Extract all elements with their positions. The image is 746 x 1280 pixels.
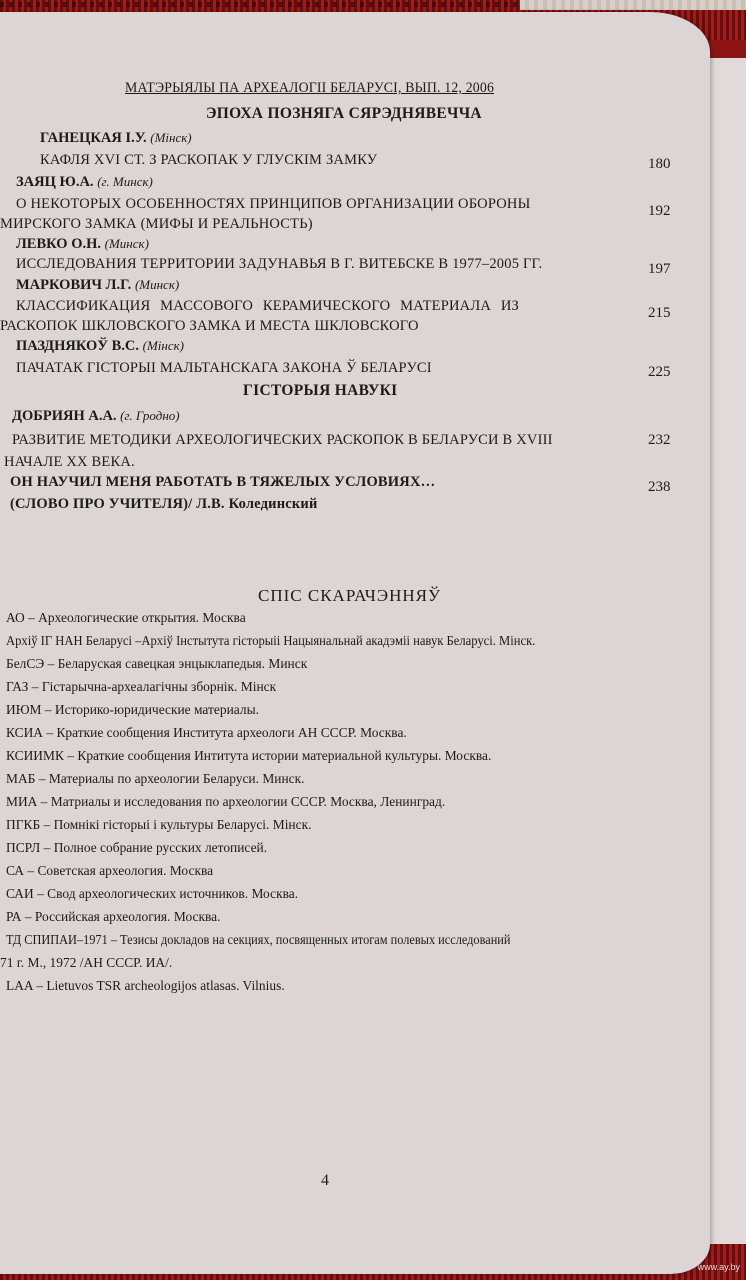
journal-header: МАТЭРЫЯЛЫ ПА АРХЕАЛОГІІ БЕЛАРУСІ, ВЫП. 12, 2006 (125, 80, 495, 96)
author-city: (Мінск) (142, 338, 185, 353)
entry-page[interactable]: 180 (648, 156, 671, 172)
entry-title: РАЗВИТИЕ МЕТОДИКИ АРХЕОЛОГИЧЕСКИХ РАСКОПОК В БЕЛАРУСИ В XVIII (12, 432, 553, 448)
abbreviation-item: ПСРЛ – Полное собрание русских летописей. (6, 841, 268, 856)
entry-author (16, 338, 184, 355)
author-name: МАРКОВИЧ Л.Г. (16, 277, 132, 293)
entry-page[interactable]: 225 (648, 364, 671, 380)
section-title: ГІСТОРЫЯ НАВУКІ (243, 382, 398, 399)
author-city: (г. Минск) (97, 174, 153, 189)
author-city: (Минск) (134, 277, 180, 292)
entry-page[interactable]: 197 (648, 261, 671, 277)
entry-author (12, 408, 180, 425)
entry-title: МИРСКОГО ЗАМКА (МИФЫ И РЕАЛЬНОСТЬ) (0, 216, 313, 232)
abbreviations-title: СПІС СКАРАЧЭННЯЎ (258, 586, 441, 605)
author-name: ДОБРИЯН А.А. (12, 408, 117, 424)
abbreviation-item: 71 г. М., 1972 /АН СССР. ИА/. (0, 956, 173, 971)
abbreviation-item: БелСЭ – Беларуская савецкая энцыклапедыя. Минск (6, 657, 308, 672)
abbreviation-item: МАБ – Материалы по археологии Беларуси. Минск. (6, 772, 305, 787)
abbreviation-item: КСИИМК – Краткие сообщения Интитута истории материальной культуры. Москва. (6, 749, 492, 764)
author-city: (Минск) (104, 236, 149, 251)
abbreviation-item: ТД СПИПАИ–1971 – Тезисы докладов на секциях, посвященных итогам полевых исследований (6, 933, 511, 948)
entry-title: ПАЧАТАК ГІСТОРЫІ МАЛЬТАНСКАГА ЗАКОНА Ў БЕЛАРУСІ (16, 360, 432, 376)
entry-page[interactable]: 192 (648, 203, 671, 219)
abbreviation-item: LAA – Lietuvos TSR archeologijos atlasas. Vilnius. (6, 979, 285, 994)
abbreviation-item: Архіў ІГ НАН Беларусі –Архіў Інстытута гісторыіі Нацыянальнай акадэміі навук Беларусі. Мінск. (6, 634, 536, 649)
author-name: ЛЕВКО О.Н. (16, 236, 102, 252)
entry-author (16, 236, 149, 253)
author-name: ПАЗДНЯКОЎ В.С. (16, 338, 139, 354)
author-city: (г. Гродно) (120, 408, 180, 423)
entry-author (16, 174, 153, 191)
abbreviation-item: СА – Советская археология. Москва (6, 864, 214, 879)
entry-title: О НЕКОТОРЫХ ОСОБЕННОСТЯХ ПРИНЦИПОВ ОРГАНИЗАЦИИ ОБОРОНЫ (16, 196, 531, 212)
entry-page[interactable]: 238 (648, 479, 671, 495)
entry-author (16, 277, 179, 294)
abbreviation-item: САИ – Свод археологических источников. Москва. (6, 887, 299, 902)
entry-page[interactable]: 232 (648, 432, 671, 448)
entry-title: КАФЛЯ XVI СТ. З РАСКОПАК У ГЛУСКІМ ЗАМКУ (40, 152, 378, 168)
abbreviation-item: КСИА – Краткие сообщения Института археологи АН СССР. Москва. (6, 726, 407, 741)
abbreviation-item: АО – Археологические открытия. Москва (6, 611, 246, 626)
entry-title: ИССЛЕДОВАНИЯ ТЕРРИТОРИИ ЗАДУНАВЬЯ В Г. ВИТЕБСКЕ В 1977–2005 ГГ. (16, 256, 543, 272)
entry-title: ОН НАУЧИЛ МЕНЯ РАБОТАТЬ В ТЯЖЕЛЫХ УСЛОВИЯХ… (10, 474, 436, 490)
entry-page[interactable]: 215 (648, 305, 671, 321)
watermark: www.ay.by (697, 1262, 740, 1272)
author-name: ЗАЯЦ Ю.А. (16, 174, 94, 190)
abbreviation-item: ИЮМ – Историко-юридические материалы. (6, 703, 259, 718)
abbreviation-item: ГАЗ – Гістарычна-археалагічны зборнік. Мінск (6, 680, 277, 695)
author-name: ГАНЕЦКАЯ І.У. (40, 130, 147, 146)
entry-title: НАЧАЛЕ XX ВЕКА. (4, 454, 135, 470)
section-title: ЭПОХА ПОЗНЯГА СЯРЭДНЯВЕЧЧА (206, 105, 482, 122)
entry-title: КЛАССИФИКАЦИЯ МАССОВОГО КЕРАМИЧЕСКОГО МАТЕРИАЛА ИЗ (16, 298, 519, 314)
abbreviation-item: ПГКБ – Помнікі гісторыі і культуры Беларусі. Мінск. (6, 818, 312, 833)
page-number: 4 (321, 1172, 329, 1189)
entry-title: РАСКОПОК ШКЛОВСКОГО ЗАМКА И МЕСТА ШКЛОВСКОГО (0, 318, 419, 334)
author-city: (Мінск) (150, 130, 192, 145)
entry-author (40, 130, 192, 147)
abbreviation-item: РА – Российская археология. Москва. (6, 910, 221, 925)
entry-title: (СЛОВО ПРО УЧИТЕЛЯ)/ Л.В. Колединский (10, 496, 318, 512)
abbreviation-item: МИА – Матриалы и исследования по археологии СССР. Москва, Ленинград. (6, 795, 446, 810)
